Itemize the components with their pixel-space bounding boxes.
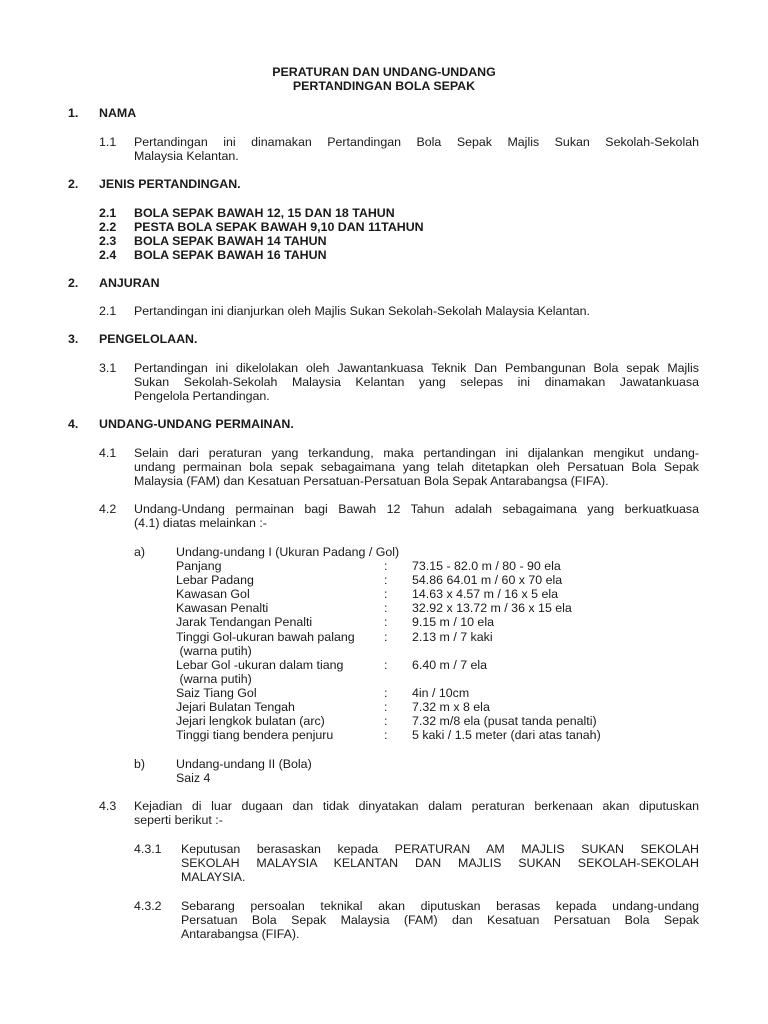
dimension-colon: :	[384, 700, 388, 714]
dimension-value: 5 kaki / 1.5 meter (dari atas tanah)	[412, 728, 601, 742]
dimension-label-note: (warna putih)	[176, 672, 252, 686]
dimension-label: Panjang	[176, 559, 222, 573]
sub-item-label: b)	[134, 757, 146, 771]
list-item-number: 2.1	[99, 206, 117, 220]
document-title-line-1: PERATURAN DAN UNDANG-UNDANG	[272, 65, 496, 79]
dimension-colon: :	[384, 686, 388, 700]
paragraph	[134, 361, 699, 403]
list-item-number: 2.3	[99, 234, 117, 248]
list-item-text: BOLA SEPAK BAWAH 12, 15 DAN 18 TAHUN	[134, 206, 395, 220]
section-number: 2.	[68, 177, 79, 191]
paragraph	[134, 799, 699, 827]
subsection-number: 4.3.2	[134, 899, 162, 913]
list-item-number: 2.2	[99, 220, 117, 234]
dimension-label: Lebar Padang	[176, 573, 254, 587]
section-heading: NAMA	[99, 106, 137, 120]
dimension-label: Jejari Bulatan Tengah	[176, 700, 295, 714]
dimension-value: 14.63 x 4.57 m / 16 x 5 ela	[412, 587, 559, 601]
sub-item-label: a)	[134, 545, 146, 559]
paragraph	[181, 899, 699, 941]
paragraph-number: 4.2	[99, 502, 117, 516]
paragraph-line: Selain dari peraturan yang terkandung, maka pertandingan ini dijalankan mengikut undang-	[134, 446, 699, 460]
section-number: 1.	[68, 106, 79, 120]
paragraph-line: undang permainan bola sepak sebagaimana yang telah ditetapkan oleh Persatuan Bola Sepak	[134, 460, 699, 474]
paragraph-line: Antarabangsa (FIFA).	[181, 927, 300, 941]
paragraph-line: Sukan Sekolah-Sekolah Malaysia Kelantan yang selepas ini dinamakan Jawatankuasa	[134, 375, 699, 389]
paragraph-number: 1.1	[99, 135, 117, 149]
section-heading: UNDANG-UNDANG PERMAINAN.	[99, 417, 294, 431]
paragraph	[134, 446, 699, 488]
paragraph-line: Sebarang persoalan teknikal akan diputuskan berasas kepada undang-undang	[181, 899, 699, 913]
dimension-label: Kawasan Penalti	[176, 601, 269, 615]
dimension-value: 9.15 m / 10 ela	[412, 615, 494, 629]
dimension-label: Jejari lengkok bulatan (arc)	[176, 714, 325, 728]
dimension-label: Kawasan Gol	[176, 587, 250, 601]
dimension-colon: :	[384, 615, 388, 629]
dimension-colon: :	[384, 559, 388, 573]
paragraph	[181, 842, 699, 884]
paragraph-line: Malaysia Kelantan.	[134, 149, 239, 163]
section-heading: ANJURAN	[99, 276, 160, 290]
paragraph-number: 4.3	[99, 799, 117, 813]
subsection-number: 4.3.1	[134, 842, 162, 856]
dimension-label: Saiz Tiang Gol	[176, 686, 257, 700]
paragraph-line: Malaysia (FAM) dan Kesatuan Persatuan-Persatuan Bola Sepak Antarabangsa (FIFA).	[134, 474, 609, 488]
paragraph-line: Pertandingan ini dikelolakan oleh Jawantankuasa Teknik Dan Pembangunan Bola sepak Majlis	[134, 361, 699, 375]
sub-item-heading: Undang-undang I (Ukuran Padang / Gol)	[176, 545, 400, 559]
section-number: 2.	[68, 276, 79, 290]
section-heading: JENIS PERTANDINGAN.	[99, 177, 241, 191]
dimension-value: 73.15 - 82.0 m / 80 - 90 ela	[412, 559, 561, 573]
sub-item-text: Saiz 4	[176, 771, 211, 785]
dimension-label: Jarak Tendangan Penalti	[176, 615, 313, 629]
paragraph-line: Undang-Undang permainan bagi Bawah 12 Tahun adalah sebagaimana yang berkuatkuasa	[134, 502, 699, 516]
dimension-colon: :	[384, 728, 388, 742]
paragraph-line: SEKOLAH MALAYSIA KELANTAN DAN MAJLIS SUKAN SEKOLAH-SEKOLAH	[181, 856, 699, 870]
sub-item-heading: Undang-undang II (Bola)	[176, 757, 312, 771]
paragraph-line: MALAYSIA.	[181, 870, 246, 884]
dimension-value: 6.40 m / 7 ela	[412, 658, 488, 672]
paragraph	[134, 502, 699, 530]
paragraph-number: 2.1	[99, 304, 117, 318]
paragraph-line: Pengelola Pertandingan.	[134, 389, 270, 403]
dimension-colon: :	[384, 601, 388, 615]
dimension-value: 2.13 m / 7 kaki	[412, 630, 493, 644]
section-number: 4.	[68, 417, 79, 431]
dimension-colon: :	[384, 587, 388, 601]
list-item-text: BOLA SEPAK BAWAH 14 TAHUN	[134, 234, 327, 248]
list-item-text: BOLA SEPAK BAWAH 16 TAHUN	[134, 248, 327, 262]
paragraph-line: Keputusan berasaskan kepada PERATURAN AM MAJLIS SUKAN SEKOLAH	[181, 842, 699, 856]
paragraph-number: 4.1	[99, 446, 117, 460]
dimension-value: 7.32 m/8 ela (pusat tanda penalti)	[412, 714, 597, 728]
list-item-text: PESTA BOLA SEPAK BAWAH 9,10 DAN 11TAHUN	[134, 220, 424, 234]
dimension-value: 32.92 x 13.72 m / 36 x 15 ela	[412, 601, 572, 615]
paragraph-line: Pertandingan ini dinamakan Pertandingan Bola Sepak Majlis Sukan Sekolah-Sekolah	[134, 135, 699, 149]
paragraph-line: seperti berikut :-	[134, 813, 223, 827]
list-item-number: 2.4	[99, 248, 117, 262]
dimension-value: 54.86 64.01 m / 60 x 70 ela	[412, 573, 563, 587]
dimension-colon: :	[384, 714, 388, 728]
dimension-label: Tinggi Gol-ukuran bawah palang	[176, 630, 355, 644]
dimension-value: 7.32 m x 8 ela	[412, 700, 490, 714]
section-heading: PENGELOLAAN.	[99, 332, 198, 346]
section-number: 3.	[68, 332, 79, 346]
dimension-colon: :	[384, 630, 388, 644]
dimension-colon: :	[384, 573, 388, 587]
dimension-label-note: (warna putih)	[176, 644, 252, 658]
dimension-colon: :	[384, 658, 388, 672]
paragraph-number: 3.1	[99, 361, 117, 375]
dimension-value: 4in / 10cm	[412, 686, 470, 700]
paragraph	[134, 135, 699, 163]
dimension-label: Tinggi tiang bendera penjuru	[176, 728, 334, 742]
dimension-label: Lebar Gol -ukuran dalam tiang	[176, 658, 344, 672]
paragraph-line: Pertandingan ini dianjurkan oleh Majlis Sukan Sekolah-Sekolah Malaysia Kelantan.	[134, 304, 590, 318]
document-title-line-2: PERTANDINGAN BOLA SEPAK	[292, 79, 476, 93]
paragraph-line: Persatuan Bola Sepak Malaysia (FAM) dan Kesatuan Persatuan Bola Sepak	[181, 913, 699, 927]
paragraph-line: (4.1) diatas melainkan :-	[134, 516, 267, 530]
paragraph-line: Kejadian di luar dugaan dan tidak dinyatakan dalam peraturan berkenaan akan diputuskan	[134, 799, 699, 813]
